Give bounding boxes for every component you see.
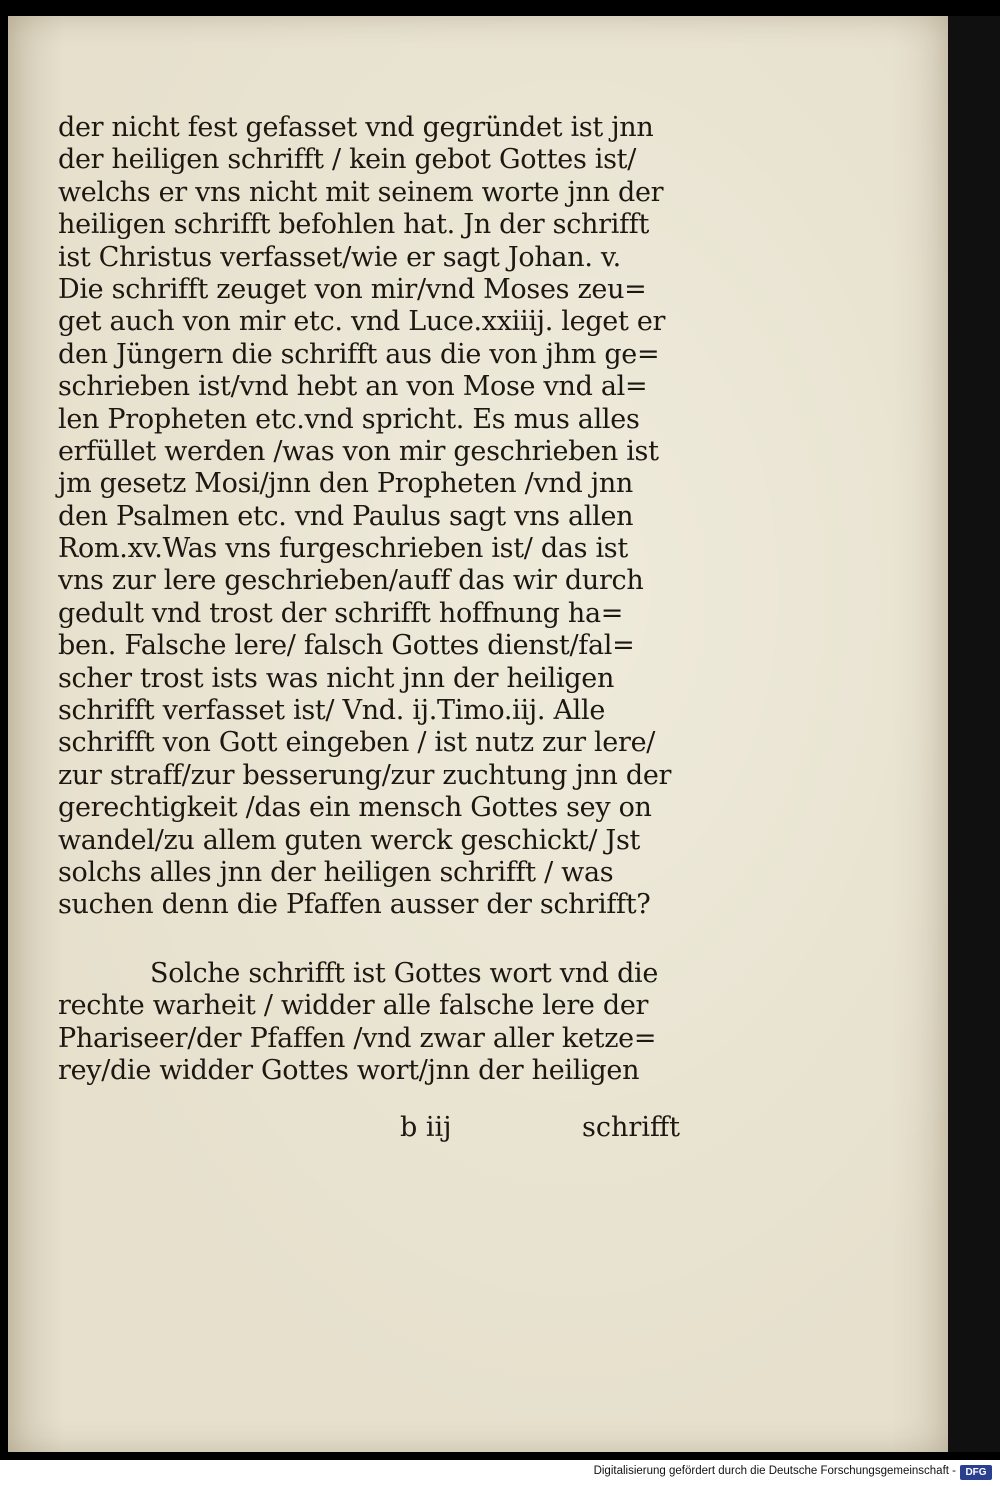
text-line: ben. Falsche lere/ falsch Gottes dienst/fal= (58, 630, 635, 662)
text-line: jm gesetz Mosi/jnn den Propheten /vnd jnn (58, 468, 634, 500)
text-line: suchen denn die Pfaffen ausser der schrifft? (58, 889, 651, 921)
text-line: heiligen schrifft befohlen hat. Jn der schrifft (58, 209, 650, 241)
text-line: wandel/zu allem guten werck geschickt/ Jst (58, 824, 641, 856)
catchword: schrifft (582, 1112, 680, 1143)
signature-mark: b iij (400, 1112, 452, 1143)
text-line: schrieben ist/vnd hebt an von Mose vnd al= (58, 371, 648, 403)
page-foot-line (58, 1112, 688, 1146)
text-line: welchs er vns nicht mit seinem worte jnn der (58, 176, 664, 208)
text-line: Phariseer/der Pfaffen /vnd zwar aller ketze= (58, 1022, 657, 1054)
funding-credit: Digitalisierung gefördert durch die Deutsche Forschungsgemeinschaft - (593, 1465, 956, 1477)
text-line: gerechtigkeit /das ein mensch Gottes sey on (58, 792, 652, 824)
text-line: Solche schrifft ist Gottes wort vnd die (150, 957, 659, 989)
text-block (58, 112, 688, 1087)
text-line: den Jüngern die schrifft aus die von jhm ge= (58, 338, 660, 370)
text-line: den Psalmen etc. vnd Paulus sagt vns allen (58, 500, 634, 532)
text-line: solchs alles jnn der heiligen schrifft / was (58, 856, 614, 888)
paragraph-gap (58, 922, 688, 958)
text-line: der nicht fest gefasset vnd gegründet ist jnn (58, 112, 654, 143)
text-line: schrifft von Gott eingeben / ist nutz zur lere/ (58, 727, 656, 759)
text-line: vns zur lere geschrieben/auff das wir durch (58, 565, 644, 597)
page-edge (948, 16, 1000, 1452)
text-line: len Propheten etc.vnd spricht. Es mus alles (58, 403, 640, 435)
footer-bar (0, 1460, 1000, 1486)
text-line: zur straff/zur besserung/zur zuchtung jnn der (58, 759, 672, 791)
text-line: scher trost ists was nicht jnn der heiligen (58, 662, 615, 694)
dfg-logo-icon: DFG (960, 1465, 992, 1480)
text-line: gedult vnd trost der schrifft hoffnung ha= (58, 597, 624, 629)
text-line: Die schrifft zeuget von mir/vnd Moses zeu= (58, 273, 647, 305)
text-line: Rom.xv.Was vns furgeschrieben ist/ das ist (58, 533, 628, 565)
text-line: erfüllet werden /was von mir geschrieben ist (58, 435, 659, 467)
text-line: rechte warheit / widder alle falsche lere der (58, 990, 649, 1022)
text-line: ist Christus verfasset/wie er sagt Johan. v. (58, 241, 621, 273)
text-line: schrifft verfasset ist/ Vnd. ij.Timo.iij. Alle (58, 695, 605, 727)
text-line: get auch von mir etc. vnd Luce.xxiiij. leget er (58, 306, 666, 338)
text-line: rey/die widder Gottes wort/jnn der heiligen (58, 1054, 640, 1086)
text-line: der heiligen schrifft / kein gebot Gottes ist/ (58, 144, 637, 176)
